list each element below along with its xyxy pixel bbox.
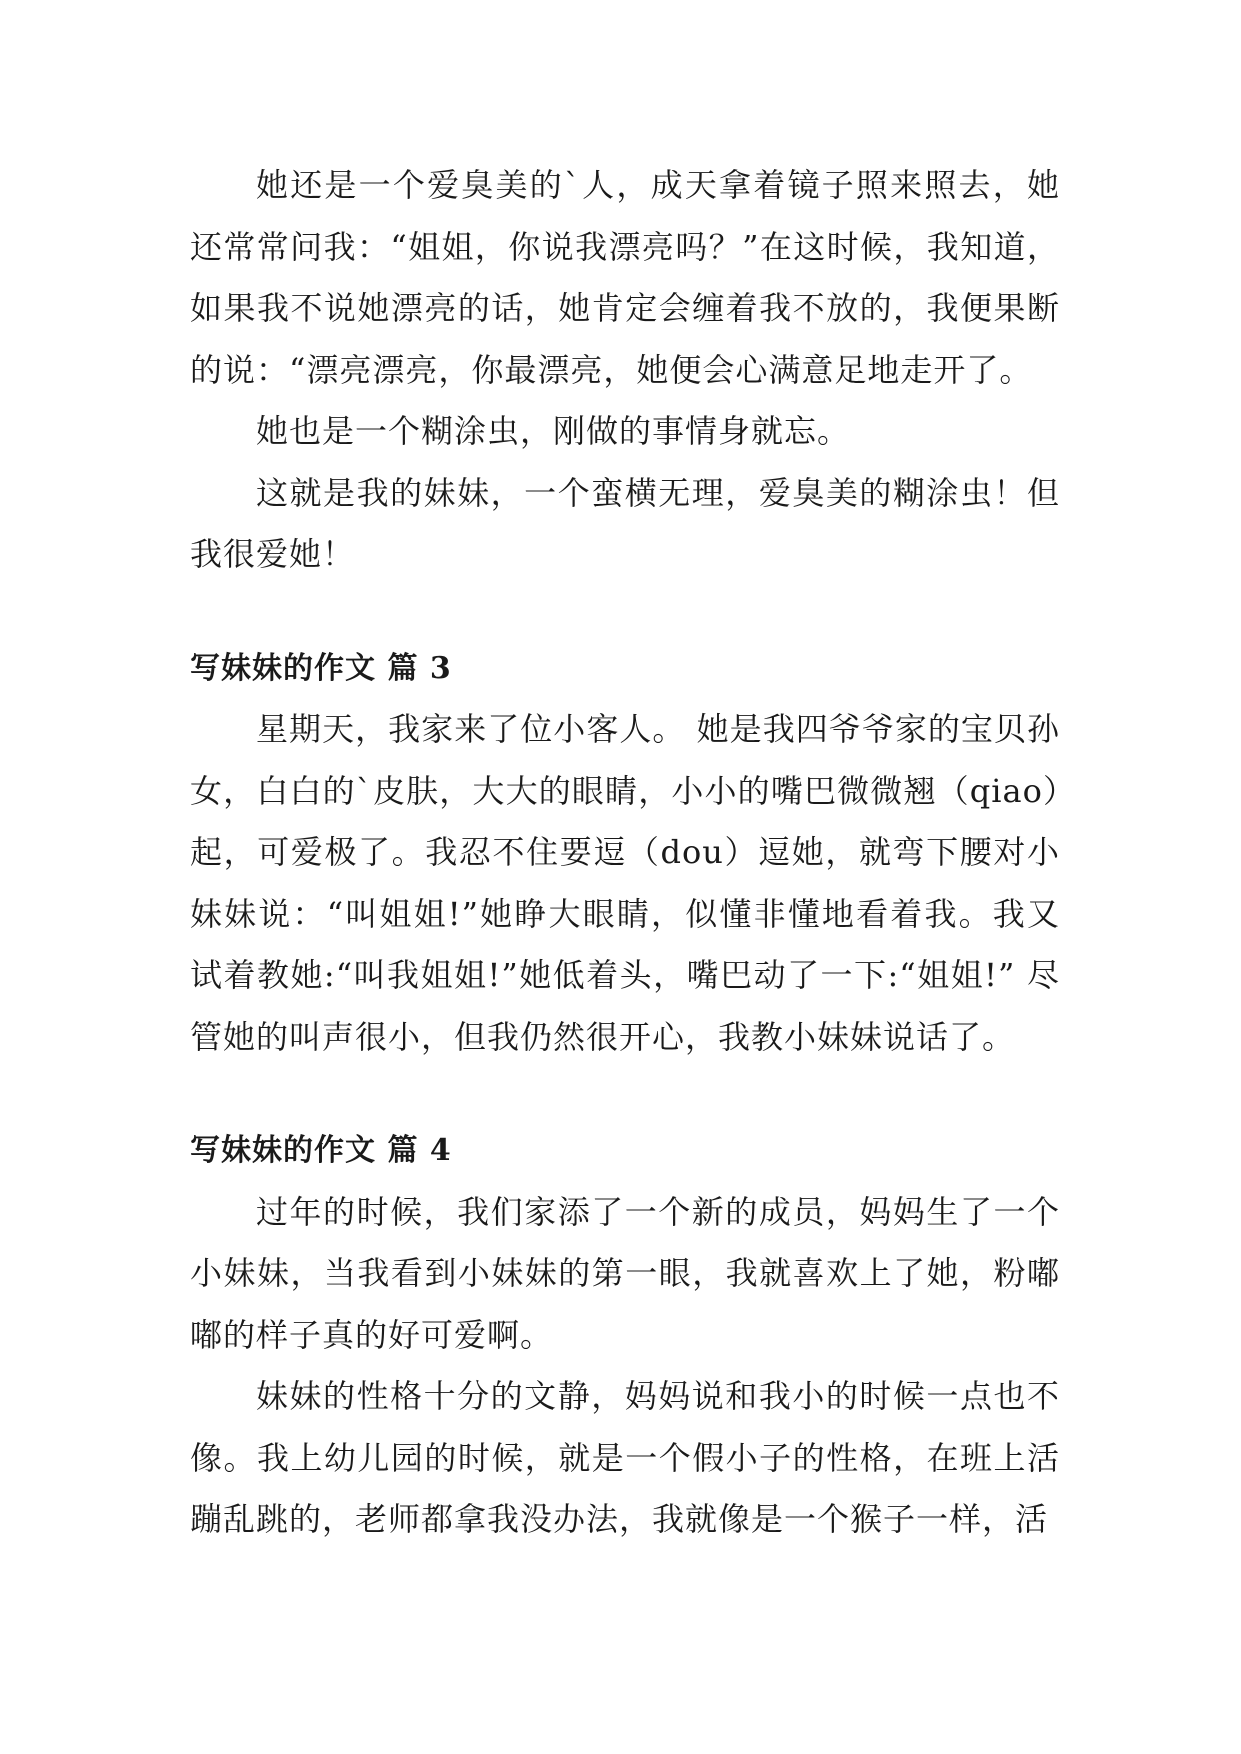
section-heading: 写妹妹的作文 篇 4 [190,1133,452,1168]
section-gap [190,586,1060,638]
paragraph: 过年的时候，我们家添了一个新的成员，妈妈生了一个小妹妹，当我看到小妹妹的第一眼，我就喜欢上了她，粉嘟嘟的样子真的好可爱啊。 [190,1192,1060,1354]
paragraph: 这就是我的妹妹，一个蛮横无理，爱臭美的糊涂虫！但我很爱她！ [190,473,1060,573]
section-heading: 写妹妹的作文 篇 3 [190,650,452,686]
section-gap [190,1068,1060,1120]
document-page [190,155,1060,1551]
paragraph: 她也是一个糊涂虫，刚做的事情身就忘。 [256,412,851,450]
paragraph: 她还是一个爱臭美的`人，成天拿着镜子照来照去，她还常常问我：“姐姐，你说我漂亮吗？”在这时候，我知道，如果我不说她漂亮的话，她肯定会缠着我不放的，我便果断的说：“漂亮漂亮，你最漂亮，她便会心满意足地走开了。 [190,166,1060,389]
paragraph: 星期天，我家来了位小客人。 她是我四爷爷家的宝贝孙女，白白的`皮肤，大大的眼睛，小小的嘴巴微微翘（qiao）起，可爱极了。我忍不住要逗（dou）逗她，就弯下腰对小妹妹说：“叫姐姐!”她睁大眼睛，似懂非懂地看着我。我又试着教她:“叫我姐姐!”她低着头，嘴巴动了一下:“姐姐!” 尽管她的叫声很小，但我仍然很开心，我教小妹妹说话了。 [190,710,1060,1056]
paragraph: 妹妹的性格十分的文静，妈妈说和我小的时候一点也不像。我上幼儿园的时候，就是一个假小子的性格，在班上活蹦乱跳的，老师都拿我没办法，我就像是一个猴子一样，活 [190,1377,1060,1538]
